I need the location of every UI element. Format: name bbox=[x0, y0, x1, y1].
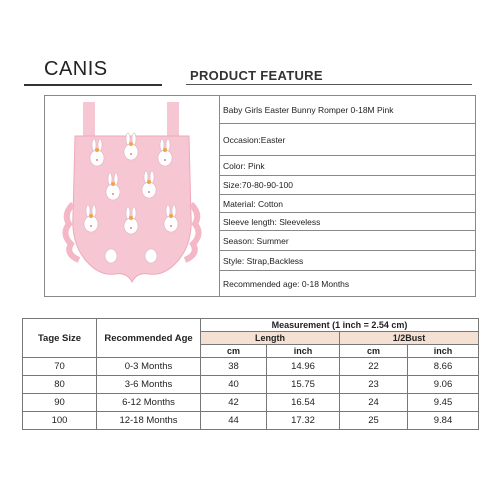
brand-underline bbox=[24, 84, 162, 86]
header-measurement: Measurement (1 inch = 2.54 cm) bbox=[201, 319, 479, 332]
header-tag-size: Tage Size bbox=[23, 319, 97, 358]
header-length-cm: cm bbox=[201, 345, 267, 358]
cell-length-inch: 16.54 bbox=[267, 394, 340, 412]
table-row bbox=[23, 376, 479, 394]
feature-row: Style: Strap,Backless bbox=[220, 251, 475, 271]
header-length-inch: inch bbox=[267, 345, 340, 358]
cell-bust-inch: 9.84 bbox=[408, 412, 479, 430]
section-underline bbox=[186, 84, 472, 85]
cell-age: 3-6 Months bbox=[97, 376, 201, 394]
cell-bust-cm: 24 bbox=[340, 394, 408, 412]
cell-length-inch: 15.75 bbox=[267, 376, 340, 394]
cell-bust-inch: 9.45 bbox=[408, 394, 479, 412]
cell-length-cm: 44 bbox=[201, 412, 267, 430]
right-strap bbox=[167, 102, 179, 138]
cell-length-cm: 38 bbox=[201, 358, 267, 376]
feature-row: Size:70-80-90-100 bbox=[220, 176, 475, 195]
cell-tag: 90 bbox=[23, 394, 97, 412]
feature-row: Season: Summer bbox=[220, 231, 475, 251]
left-strap bbox=[83, 102, 95, 138]
cell-age: 12-18 Months bbox=[97, 412, 201, 430]
cell-tag: 100 bbox=[23, 412, 97, 430]
product-photo-cell bbox=[45, 96, 220, 296]
product-feature-table bbox=[44, 95, 476, 297]
cell-bust-cm: 23 bbox=[340, 376, 408, 394]
header-bust: 1/2Bust bbox=[340, 332, 479, 345]
cell-age: 0-3 Months bbox=[97, 358, 201, 376]
header-bust-cm: cm bbox=[340, 345, 408, 358]
feature-row: Material: Cotton bbox=[220, 195, 475, 213]
cell-length-inch: 17.32 bbox=[267, 412, 340, 430]
cell-bust-cm: 25 bbox=[340, 412, 408, 430]
section-title: PRODUCT FEATURE bbox=[190, 68, 323, 83]
cell-bust-inch: 8.66 bbox=[408, 358, 479, 376]
header-length: Length bbox=[201, 332, 340, 345]
cell-length-inch: 14.96 bbox=[267, 358, 340, 376]
cell-length-cm: 42 bbox=[201, 394, 267, 412]
cell-bust-inch: 9.06 bbox=[408, 376, 479, 394]
table-row bbox=[23, 358, 479, 376]
cell-length-cm: 40 bbox=[201, 376, 267, 394]
feature-row: Baby Girls Easter Bunny Romper 0-18M Pink bbox=[220, 96, 475, 124]
size-chart-table bbox=[22, 318, 479, 430]
bunny-romper-photo bbox=[45, 96, 219, 296]
cell-age: 6-12 Months bbox=[97, 394, 201, 412]
brand-name: CANIS bbox=[44, 58, 108, 80]
cell-bust-cm: 22 bbox=[340, 358, 408, 376]
cell-tag: 70 bbox=[23, 358, 97, 376]
feature-list bbox=[220, 96, 475, 296]
table-row bbox=[23, 394, 479, 412]
feature-row: Recommended age: 0-18 Months bbox=[223, 278, 350, 289]
header-recommended-age: Recommended Age bbox=[97, 319, 201, 358]
feature-row: Sleeve length: Sleeveless bbox=[220, 213, 475, 231]
feature-row: Color: Pink bbox=[220, 156, 475, 176]
cell-tag: 80 bbox=[23, 376, 97, 394]
feature-row: Occasion:Easter bbox=[220, 124, 475, 156]
header-bust-inch: inch bbox=[408, 345, 479, 358]
table-row bbox=[23, 412, 479, 430]
